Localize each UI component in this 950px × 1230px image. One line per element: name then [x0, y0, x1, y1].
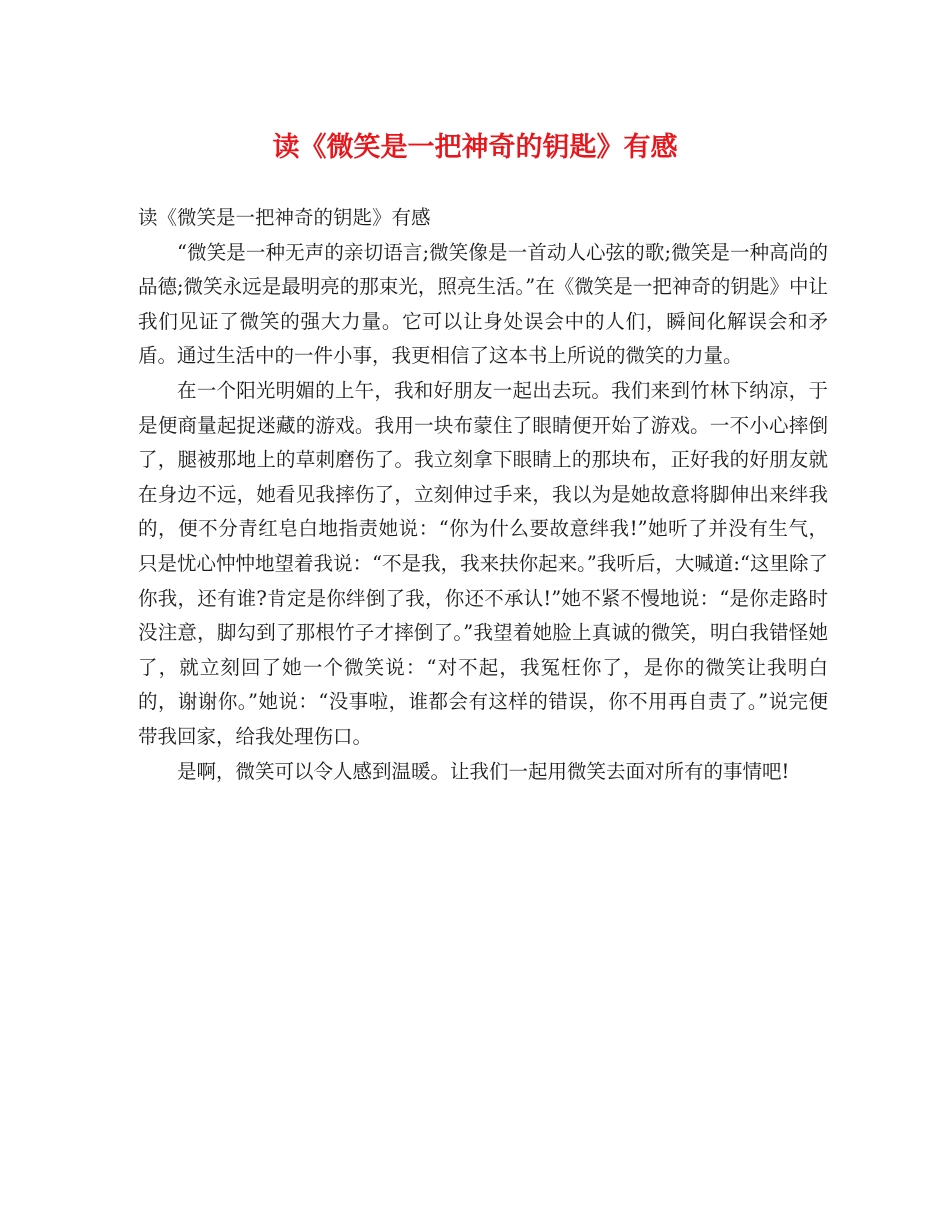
paragraph-1: “微笑是一种无声的亲切语言;微笑像是一首动人心弦的歌;微笑是一种高尚的品德;微笑永远是最明亮的那束光，照亮生活。”在《微笑是一把神奇的钥匙》中让我们见证了微笑的强大力量。它可以让身处误会中的人们，瞬间化解误会和矛盾。通过生活中的一件小事，我更相信了这本书上所说的微笑的力量。 — [138, 240, 828, 368]
document-body — [138, 201, 828, 789]
paragraph-3: 是啊，微笑可以令人感到温暖。让我们一起用微笑去面对所有的事情吧! — [177, 759, 790, 783]
document-subtitle: 读《微笑是一把神奇的钥匙》有感 — [138, 206, 431, 229]
document-title: 读《微笑是一把神奇的钥匙》有感 — [272, 132, 678, 163]
paragraph-2: 在一个阳光明媚的上午，我和好朋友一起出去玩。我们来到竹林下纳凉，于是便商量起捉迷藏的游戏。我用一块布蒙住了眼睛便开始了游戏。一不小心摔倒了，腿被那地上的草刺磨伤了。我立刻拿下眼睛上的那块布，正好我的好朋友就在身边不远，她看见我摔伤了，立刻伸过手来，我以为是她故意将脚伸出来绊我的，便不分青红皂白地指责她说：“你为什么要故意绊我!”她听了并没有生气，只是忧心忡忡地望着我说：“不是我，我来扶你起来。”我听后，大喊道:“这里除了你我，还有谁?肯定是你绊倒了我，你还不承认!”她不紧不慢地说：“是你走路时没注意，脚勾到了那根竹子才摔倒了。”我望着她脸上真诚的微笑，明白我错怪她了，就立刻回了她一个微笑说：“对不起，我冤枉你了，是你的微笑让我明白的，谢谢你。”她说：“没事啦，谁都会有这样的错误，你不用再自责了。”说完便带我回家，给我处理伤口。 — [138, 378, 828, 748]
